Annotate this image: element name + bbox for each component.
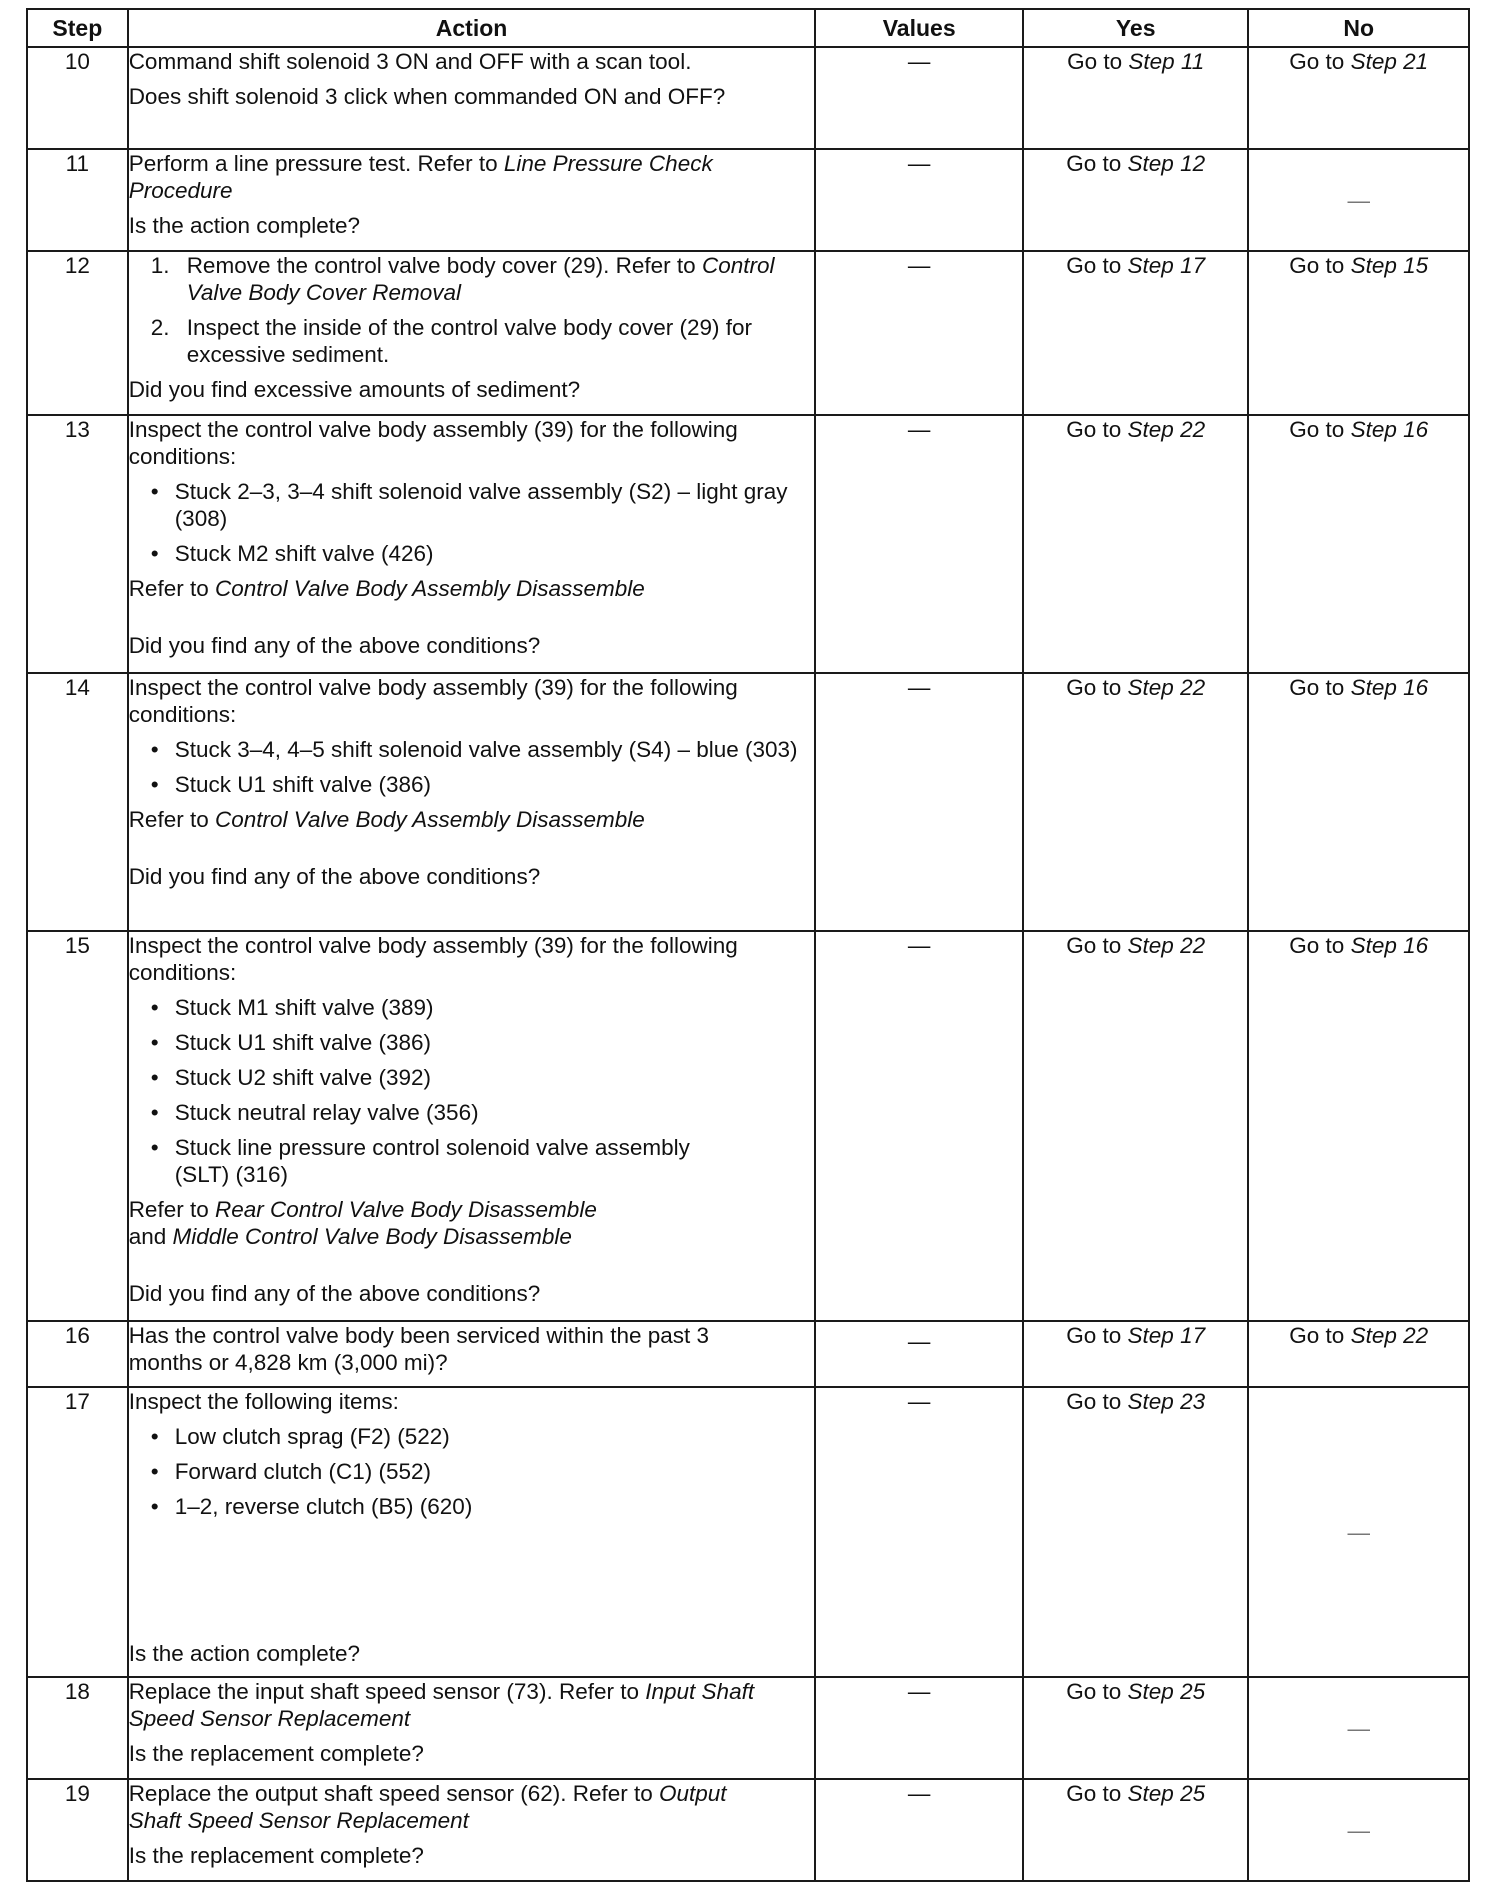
procedure-reference[interactable]: Line Pressure Check Procedure: [128, 151, 713, 203]
bullet-text: Stuck 2–3, 3–4 shift solenoid valve assembly (S2) – light gray (308): [174, 479, 788, 531]
action-cell: [128, 931, 816, 1321]
action-text: Perform a line pressure test. Refer to: [128, 151, 498, 176]
action-cell: [128, 251, 816, 415]
diagnostic-table: [26, 8, 1470, 1882]
bullet-item: [129, 478, 815, 532]
refer-prefix: and: [128, 1224, 167, 1249]
bullet-item: [129, 1493, 815, 1520]
procedure-reference[interactable]: Control Valve Body Assembly Disassemble: [215, 576, 645, 601]
yes-prefix: Go to: [1066, 675, 1122, 700]
refer-line: [129, 575, 815, 602]
no-cell: [1248, 47, 1469, 149]
header-values: Values: [815, 9, 1022, 47]
yes-prefix: Go to: [1066, 1389, 1122, 1414]
values-cell: —: [815, 415, 1022, 673]
table-row: [27, 47, 1469, 149]
table-row: [27, 931, 1469, 1321]
bullet-text: Stuck M2 shift valve (426): [174, 541, 434, 566]
procedure-reference[interactable]: Middle Control Valve Body Disassemble: [172, 1224, 572, 1249]
values-cell: —: [815, 1321, 1022, 1387]
action-cell: [128, 149, 816, 251]
refer-line: [129, 1223, 815, 1250]
no-cell: [1248, 415, 1469, 673]
yes-cell: [1023, 1321, 1249, 1387]
action-question: Is the action complete?: [128, 213, 361, 238]
yes-cell: [1023, 1677, 1249, 1779]
yes-step-link[interactable]: Step 25: [1127, 1679, 1206, 1704]
action-text: Command shift solenoid 3 ON and OFF with a scan tool.: [128, 49, 692, 74]
no-step-link[interactable]: Step 22: [1350, 1323, 1429, 1348]
action-cell: [128, 1387, 816, 1677]
yes-cell: [1023, 415, 1249, 673]
procedure-reference[interactable]: Rear Control Valve Body Disassemble: [215, 1197, 597, 1222]
step-number: 19: [27, 1779, 128, 1881]
refer-line: [129, 806, 815, 833]
action-intro: Inspect the control valve body assembly (39) for the following conditions:: [128, 417, 738, 469]
table-row: [27, 1387, 1469, 1677]
yes-cell: [1023, 251, 1249, 415]
refer-line: [129, 1196, 815, 1223]
procedure-reference[interactable]: Control Valve Body Assembly Disassemble: [215, 807, 645, 832]
values-cell: —: [815, 1387, 1022, 1677]
table-row: [27, 1321, 1469, 1387]
bullet-text: Stuck U1 shift valve (386): [174, 772, 432, 797]
yes-cell: [1023, 673, 1249, 931]
yes-prefix: Go to: [1066, 933, 1122, 958]
bullet-icon: •: [150, 1459, 159, 1484]
header-action: Action: [128, 9, 816, 47]
action-text: Replace the input shaft speed sensor (73). Refer to: [128, 1679, 639, 1704]
values-cell: —: [815, 251, 1022, 415]
action-question: Has the control valve body been serviced within the past 3 months or 4,828 km (3,000 mi)?: [128, 1323, 710, 1375]
values-cell: —: [815, 931, 1022, 1321]
bullet-icon: •: [150, 772, 159, 797]
header-step: Step: [27, 9, 128, 47]
item-number: 1.: [150, 253, 170, 278]
bullet-icon: •: [150, 1494, 159, 1519]
yes-step-link[interactable]: Step 22: [1127, 417, 1206, 442]
yes-prefix: Go to: [1066, 151, 1122, 176]
table-row: [27, 251, 1469, 415]
no-step-link[interactable]: Step 16: [1350, 675, 1429, 700]
bullet-item: [129, 1423, 815, 1450]
no-cell: —: [1248, 1387, 1469, 1677]
no-cell: [1248, 251, 1469, 415]
refer-prefix: Refer to: [128, 576, 209, 601]
step-number: 14: [27, 673, 128, 931]
yes-prefix: Go to: [1067, 49, 1123, 74]
refer-prefix: Refer to: [128, 807, 209, 832]
no-prefix: Go to: [1289, 933, 1345, 958]
bullet-item: [129, 1458, 815, 1485]
bullet-item: [129, 994, 815, 1021]
action-intro: Inspect the control valve body assembly (39) for the following conditions:: [128, 675, 738, 727]
yes-step-link[interactable]: Step 25: [1127, 1781, 1206, 1806]
procedure-reference[interactable]: Output Shaft Speed Sensor Replacement: [128, 1781, 727, 1833]
yes-cell: [1023, 47, 1249, 149]
action-text-block: [129, 1780, 815, 1834]
values-cell: —: [815, 1779, 1022, 1881]
bullet-text: Stuck U1 shift valve (386): [174, 1030, 432, 1055]
action-question: Is the replacement complete?: [128, 1741, 424, 1766]
step-number: 18: [27, 1677, 128, 1779]
yes-prefix: Go to: [1066, 1781, 1122, 1806]
values-cell: —: [815, 47, 1022, 149]
no-cell: —: [1248, 149, 1469, 251]
values-cell: —: [815, 149, 1022, 251]
no-cell: [1248, 931, 1469, 1321]
step-number: 17: [27, 1387, 128, 1677]
item-text: Inspect the inside of the control valve body cover (29) for excessive sediment.: [186, 315, 752, 367]
numbered-item: [129, 252, 815, 306]
yes-step-link[interactable]: Step 11: [1128, 49, 1205, 74]
yes-step-link[interactable]: Step 17: [1127, 253, 1206, 278]
action-question: Is the replacement complete?: [128, 1843, 424, 1868]
action-cell: [128, 1779, 816, 1881]
yes-cell: [1023, 931, 1249, 1321]
yes-step-link[interactable]: Step 22: [1127, 933, 1206, 958]
action-question: Is the action complete?: [128, 1641, 361, 1666]
no-prefix: Go to: [1289, 1323, 1345, 1348]
bullet-item: [129, 1064, 815, 1091]
bullet-text: Stuck line pressure control solenoid valve assembly (SLT) (316): [174, 1135, 690, 1187]
yes-prefix: Go to: [1066, 1323, 1122, 1348]
header-yes: Yes: [1023, 9, 1249, 47]
action-question: Did you find excessive amounts of sediment?: [128, 377, 581, 402]
yes-step-link[interactable]: Step 17: [1127, 1323, 1206, 1348]
bullet-icon: •: [150, 1065, 159, 1090]
step-number: 15: [27, 931, 128, 1321]
no-cell: [1248, 673, 1469, 931]
step-number: 12: [27, 251, 128, 415]
yes-cell: [1023, 1779, 1249, 1881]
table-row: [27, 149, 1469, 251]
no-step-link[interactable]: Step 15: [1350, 253, 1429, 278]
step-number: 16: [27, 1321, 128, 1387]
bullet-item: [129, 736, 815, 763]
table-row: [27, 1779, 1469, 1881]
bullet-icon: •: [150, 1100, 159, 1125]
no-cell: —: [1248, 1677, 1469, 1779]
table-row: [27, 415, 1469, 673]
bullet-item: [129, 540, 815, 567]
yes-step-link[interactable]: Step 22: [1127, 675, 1206, 700]
header-row: [27, 9, 1469, 47]
no-step-link[interactable]: Step 16: [1350, 417, 1429, 442]
bullet-text: Forward clutch (C1) (552): [174, 1459, 432, 1484]
table-row: [27, 1677, 1469, 1779]
procedure-reference[interactable]: Input Shaft Speed Sensor Replacement: [128, 1679, 755, 1731]
values-cell: —: [815, 1677, 1022, 1779]
bullet-text: Stuck 3–4, 4–5 shift solenoid valve assembly (S4) – blue (303): [174, 737, 798, 762]
no-prefix: Go to: [1289, 675, 1345, 700]
action-cell: [128, 415, 816, 673]
no-step-link[interactable]: Step 21: [1350, 49, 1429, 74]
bullet-text: Stuck M1 shift valve (389): [174, 995, 434, 1020]
bullet-text: 1–2, reverse clutch (B5) (620): [174, 1494, 473, 1519]
action-text-block: [129, 1678, 815, 1732]
action-cell: [128, 1321, 816, 1387]
bullet-text: Stuck U2 shift valve (392): [174, 1065, 432, 1090]
action-text: Replace the output shaft speed sensor (62). Refer to: [128, 1781, 653, 1806]
step-number: 10: [27, 47, 128, 149]
no-prefix: Go to: [1289, 417, 1345, 442]
yes-prefix: Go to: [1066, 1679, 1122, 1704]
bullet-item: [129, 771, 815, 798]
action-question: Did you find any of the above conditions?: [128, 864, 541, 889]
action-question: Did you find any of the above conditions?: [128, 633, 541, 658]
bullet-icon: •: [150, 541, 159, 566]
no-prefix: Go to: [1289, 49, 1345, 74]
action-question: Does shift solenoid 3 click when commanded ON and OFF?: [128, 84, 726, 109]
header-no: No: [1248, 9, 1469, 47]
action-cell: [128, 47, 816, 149]
values-cell: —: [815, 673, 1022, 931]
refer-prefix: Refer to: [128, 1197, 209, 1222]
bullet-icon: •: [150, 737, 159, 762]
action-cell: [128, 673, 816, 931]
action-cell: [128, 1677, 816, 1779]
no-prefix: Go to: [1289, 253, 1345, 278]
yes-step-link[interactable]: Step 23: [1127, 1389, 1206, 1414]
action-text-block: [129, 150, 815, 204]
step-number: 13: [27, 415, 128, 673]
numbered-item: [129, 314, 815, 368]
action-question: Did you find any of the above conditions?: [128, 1281, 541, 1306]
bullet-icon: •: [150, 995, 159, 1020]
yes-prefix: Go to: [1066, 253, 1122, 278]
no-step-link[interactable]: Step 16: [1350, 933, 1429, 958]
action-intro: Inspect the control valve body assembly (39) for the following conditions:: [128, 933, 738, 985]
bullet-item: [129, 1029, 815, 1056]
bullet-icon: •: [150, 1135, 159, 1160]
no-cell: —: [1248, 1779, 1469, 1881]
yes-step-link[interactable]: Step 12: [1127, 151, 1206, 176]
yes-cell: [1023, 149, 1249, 251]
bullet-icon: •: [150, 1030, 159, 1055]
bullet-icon: •: [150, 1424, 159, 1449]
no-cell: [1248, 1321, 1469, 1387]
bullet-text: Low clutch sprag (F2) (522): [174, 1424, 450, 1449]
step-number: 11: [27, 149, 128, 251]
action-intro: Inspect the following items:: [128, 1389, 399, 1414]
bullet-icon: •: [150, 479, 159, 504]
table-row: [27, 673, 1469, 931]
item-number: 2.: [150, 315, 170, 340]
bullet-item: [129, 1099, 815, 1126]
procedure-reference[interactable]: Control Valve Body Cover Removal: [186, 253, 775, 305]
item-text: Remove the control valve body cover (29). Refer to: [186, 253, 696, 278]
yes-prefix: Go to: [1066, 417, 1122, 442]
yes-cell: [1023, 1387, 1249, 1677]
bullet-item: [129, 1134, 815, 1188]
bullet-text: Stuck neutral relay valve (356): [174, 1100, 479, 1125]
